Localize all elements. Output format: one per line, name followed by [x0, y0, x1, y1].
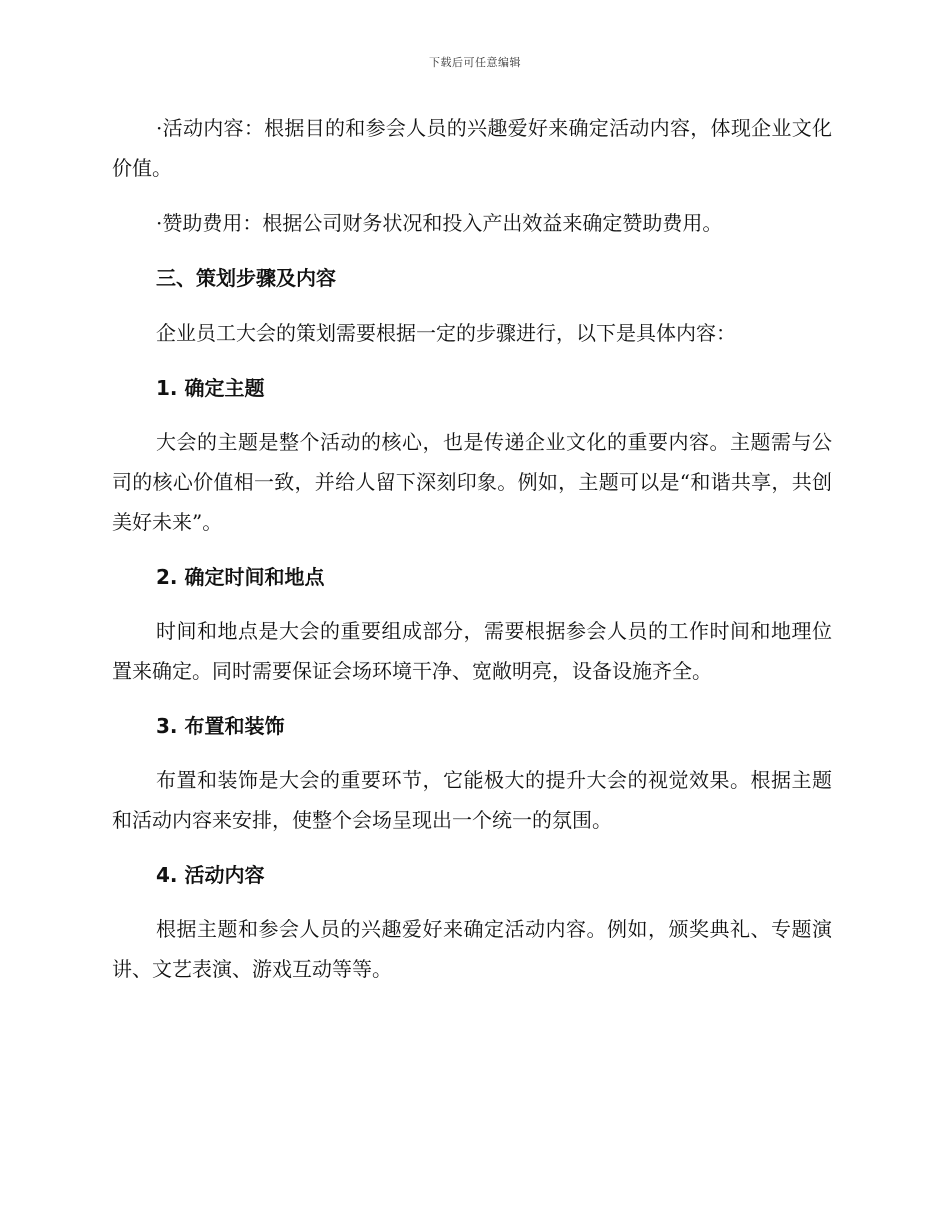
- section-title: 三、策划步骤及内容: [156, 266, 336, 290]
- step-1-title: 1. 确定主题: [156, 376, 265, 400]
- bullet-item-activity: [112, 108, 832, 188]
- step-2-body: 时间和地点是大会的重要组成部分，需要根据参会人员的工作时间和地理位置来确定。同时需要保证会场环境干净、宽敞明亮，设备设施齐全。: [112, 619, 832, 683]
- step-2-title: 2. 确定时间和地点: [156, 565, 325, 589]
- bullet-text: 赞助费用：根据公司财务状况和投入产出效益来确定赞助费用。: [162, 211, 723, 235]
- bullet-item-sponsorship: [112, 203, 832, 243]
- step-4-body: 根据主题和参会人员的兴趣爱好来确定活动内容。例如，颁奖典礼、专题演讲、文艺表演、游戏互动等等。: [112, 917, 832, 981]
- bullet-marker: ·: [156, 116, 163, 140]
- section-intro: 企业员工大会的策划需要根据一定的步骤进行，以下是具体内容：: [156, 321, 736, 345]
- step-3-title: 3. 布置和装饰: [156, 714, 285, 738]
- step-3-body: 布置和装饰是大会的重要环节，它能极大的提升大会的视觉效果。根据主题和活动内容来安排，使整个会场呈现出一个统一的氛围。: [112, 768, 832, 832]
- step-4-title: 4. 活动内容: [156, 863, 265, 887]
- document-body: [112, 108, 832, 989]
- bullet-text: 活动内容：根据目的和参会人员的兴趣爱好来确定活动内容，体现企业文化价值。: [112, 116, 832, 180]
- step-1-body: 大会的主题是整个活动的核心，也是传递企业文化的重要内容。主题需与公司的核心价值相一致，并给人留下深刻印象。例如，主题可以是“和谐共享，共创美好未来”。: [112, 430, 832, 534]
- page-header-note: 下载后可任意编辑: [429, 56, 521, 69]
- bullet-marker: ·: [156, 211, 163, 235]
